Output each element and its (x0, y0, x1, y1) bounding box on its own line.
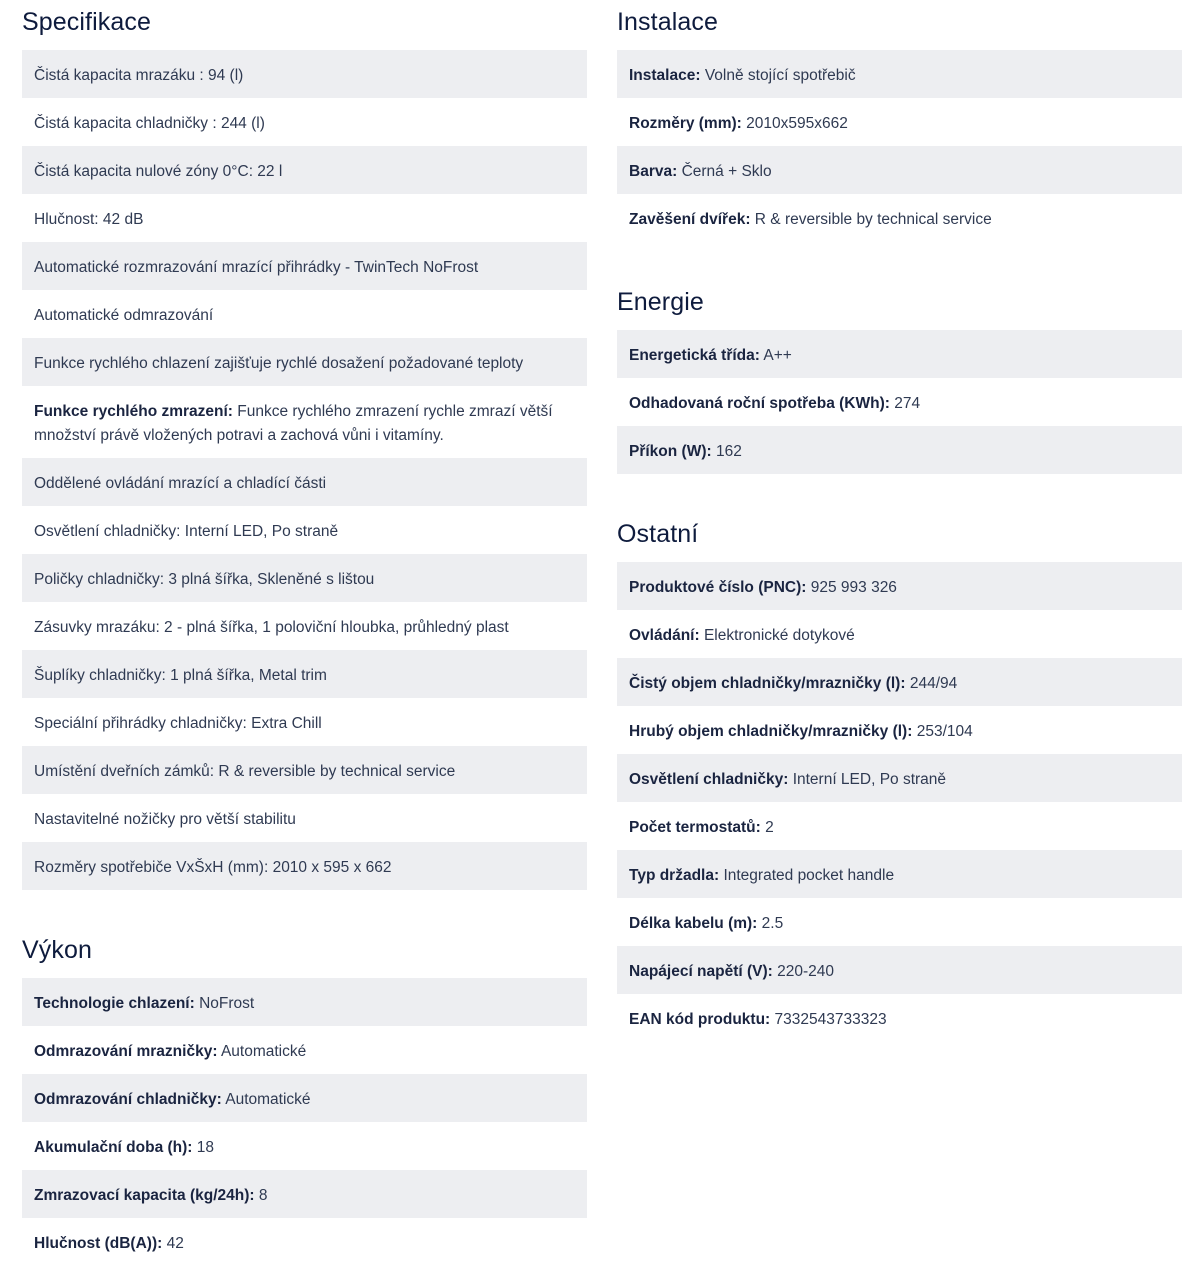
spec-row (617, 98, 1182, 146)
spec-row (22, 1122, 587, 1170)
section-title-energie: Energie (617, 288, 704, 316)
spec-row (22, 338, 587, 386)
spec-row (617, 50, 1182, 98)
spec-row (22, 746, 587, 794)
spec-label: Zavěšení dvířek: (629, 211, 751, 228)
spec-row (22, 698, 587, 746)
spec-text: Poličky chladničky: 3 plná šířka, Skleněné s lištou (34, 571, 375, 588)
section-title-specifikace: Specifikace (22, 8, 151, 36)
spec-row (617, 898, 1182, 946)
spec-label: Energetická třída: (629, 347, 760, 364)
spec-label: Instalace: (629, 67, 701, 84)
spec-value: Interní LED, Po straně (792, 771, 947, 788)
spec-value: 253/104 (916, 723, 973, 740)
spec-row (617, 330, 1182, 378)
spec-list-ostatni (617, 562, 1182, 1042)
spec-row (22, 50, 587, 98)
spec-label: Zmrazovací kapacita (kg/24h): (34, 1187, 255, 1204)
spec-list-energie (617, 330, 1182, 474)
spec-row (617, 426, 1182, 474)
spec-row (22, 1218, 587, 1266)
spec-row (22, 842, 587, 890)
spec-row (22, 1170, 587, 1218)
spec-label: Čistý objem chladničky/mrazničky (l): (629, 675, 906, 692)
spec-text: Čistá kapacita nulové zóny 0°C: 22 l (34, 163, 283, 180)
spec-text: Umístění dveřních zámků: R & reversible by technical service (34, 763, 456, 780)
spec-label: Odhadovaná roční spotřeba (KWh): (629, 395, 890, 412)
spec-row (617, 146, 1182, 194)
spec-value: Volně stojící spotřebič (704, 67, 856, 84)
spec-text: Osvětlení chladničky: Interní LED, Po straně (34, 523, 339, 540)
spec-label: EAN kód produktu: (629, 1011, 771, 1028)
spec-row (22, 650, 587, 698)
spec-value: 18 (196, 1139, 215, 1156)
spec-value: Černá + Sklo (681, 163, 772, 180)
spec-value: Automatické (220, 1043, 307, 1060)
spec-row (22, 290, 587, 338)
spec-list-specifikace (22, 50, 587, 890)
spec-value: 8 (258, 1187, 268, 1204)
spec-label: Funkce rychlého zmrazení: (34, 403, 233, 420)
spec-text: Speciální přihrádky chladničky: Extra Chill (34, 715, 322, 732)
spec-value: 2.5 (761, 915, 784, 932)
spec-row (617, 194, 1182, 242)
spec-list-instalace (617, 50, 1182, 242)
spec-row (22, 794, 587, 842)
spec-label: Počet termostatů: (629, 819, 761, 836)
spec-value: 162 (715, 443, 742, 460)
spec-label: Osvětlení chladničky: (629, 771, 789, 788)
spec-text: Šuplíky chladničky: 1 plná šířka, Metal trim (34, 667, 327, 684)
spec-row (617, 658, 1182, 706)
spec-row (617, 378, 1182, 426)
spec-label: Barva: (629, 163, 678, 180)
spec-value: 274 (894, 395, 921, 412)
spec-text: Oddělené ovládání mrazící a chladící části (34, 475, 327, 492)
spec-row (617, 850, 1182, 898)
spec-value: Integrated pocket handle (723, 867, 895, 884)
spec-label: Délka kabelu (m): (629, 915, 758, 932)
spec-value: 2010x595x662 (746, 115, 848, 132)
spec-value: 244/94 (909, 675, 958, 692)
spec-value: 42 (166, 1235, 184, 1252)
spec-value: 925 993 326 (810, 579, 897, 596)
spec-list-vykon (22, 978, 587, 1266)
left-column (22, 0, 587, 1266)
spec-row (22, 1074, 587, 1122)
spec-label: Typ držadla: (629, 867, 720, 884)
spec-text: Zásuvky mrazáku: 2 - plná šířka, 1 poloviční hloubka, průhledný plast (34, 619, 509, 636)
spec-value: NoFrost (199, 995, 255, 1012)
right-column (617, 0, 1182, 1042)
spec-row (617, 562, 1182, 610)
spec-row (22, 98, 587, 146)
spec-value: 2 (765, 819, 774, 836)
spec-row (617, 706, 1182, 754)
spec-row (617, 610, 1182, 658)
spec-text: Automatické rozmrazování mrazící přihrádky - TwinTech NoFrost (34, 259, 479, 276)
spec-label: Napájecí napětí (V): (629, 963, 773, 980)
spec-value: Automatické (225, 1091, 311, 1108)
section-title-ostatni: Ostatní (617, 520, 699, 548)
spec-row (617, 754, 1182, 802)
spec-row (617, 994, 1182, 1042)
spec-text: Automatické odmrazování (34, 307, 214, 324)
spec-row (617, 946, 1182, 994)
spec-row (22, 242, 587, 290)
spec-row (22, 602, 587, 650)
spec-text: Čistá kapacita chladničky : 244 (l) (34, 115, 265, 132)
spec-value: 220-240 (777, 963, 835, 980)
spec-row (22, 194, 587, 242)
section-title-instalace: Instalace (617, 8, 718, 36)
spec-text: Rozměry spotřebiče VxŠxH (mm): 2010 x 595 x 662 (34, 859, 392, 876)
spec-row (22, 146, 587, 194)
spec-label: Rozměry (mm): (629, 115, 742, 132)
spec-text: Hlučnost: 42 dB (34, 211, 144, 228)
spec-label: Odmrazování chladničky: (34, 1091, 222, 1108)
spec-label: Příkon (W): (629, 443, 712, 460)
spec-row (22, 978, 587, 1026)
spec-label: Technologie chlazení: (34, 995, 195, 1012)
spec-text: Nastavitelné nožičky pro větší stabilitu (34, 811, 296, 828)
spec-value: Funkce rychlého zmrazení rychle zmrazí větší množství právě vložených potravi a zachová vůni i vitamíny. (34, 403, 553, 444)
spec-text: Čistá kapacita mrazáku : 94 (l) (34, 67, 244, 84)
spec-value: 7332543733323 (774, 1011, 887, 1028)
spec-row (22, 554, 587, 602)
spec-label: Hrubý objem chladničky/mrazničky (l): (629, 723, 913, 740)
spec-label: Produktové číslo (PNC): (629, 579, 807, 596)
spec-row (22, 386, 587, 458)
spec-value: A++ (763, 347, 792, 364)
spec-row (22, 1026, 587, 1074)
spec-value: Elektronické dotykové (703, 627, 855, 644)
section-title-vykon: Výkon (22, 936, 92, 964)
spec-label: Ovládání: (629, 627, 700, 644)
spec-row (617, 802, 1182, 850)
spec-value: R & reversible by technical service (754, 211, 992, 228)
spec-label: Odmrazování mrazničky: (34, 1043, 218, 1060)
spec-row (22, 506, 587, 554)
spec-text: Funkce rychlého chlazení zajišťuje rychlé dosažení požadované teploty (34, 355, 524, 372)
spec-label: Hlučnost (dB(A)): (34, 1235, 163, 1252)
spec-row (22, 458, 587, 506)
spec-label: Akumulační doba (h): (34, 1139, 193, 1156)
